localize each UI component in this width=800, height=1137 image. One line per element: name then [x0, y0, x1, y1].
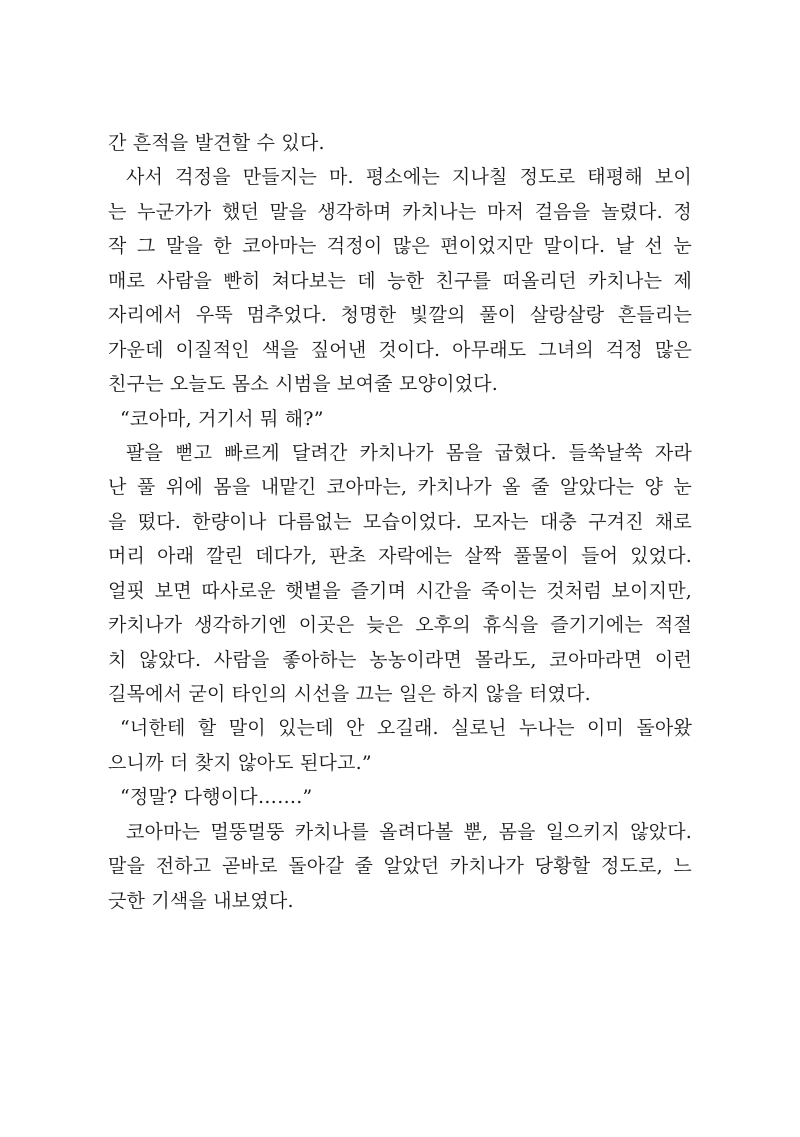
dialogue-line: 으니까 더 찾지 않아도 된다고.”: [108, 751, 372, 774]
text-line: 코아마는 멀뚱멀뚱 카치나를 올려다볼 뿐, 몸을 일으키지 않았다.: [126, 820, 692, 843]
text-line: 간 흔적을 발견할 수 있다.: [108, 132, 325, 154]
dialogue-line: “코아마, 거기서 뭐 해?”: [120, 407, 324, 430]
text-line: 치 않았다. 사람을 좋아하는 농농이라면 몰라도, 코아마라면 이런: [108, 648, 692, 671]
text-line: 작 그 말을 한 코아마는 걱정이 많은 편이었지만 말이다. 날 선 눈: [108, 235, 692, 258]
text-line: 길목에서 굳이 타인의 시선을 끄는 일은 하지 않을 터였다.: [108, 683, 591, 705]
text-line: 난 풀 위에 몸을 내맡긴 코아마는, 카치나가 올 줄 알았다는 양 눈: [108, 476, 692, 499]
body-text: [108, 126, 692, 918]
text-line: 사서 걱정을 만들지는 마. 평소에는 지나칠 정도로 태평해 보이: [126, 166, 692, 189]
text-line: 자리에서 우뚝 멈추었다. 청명한 빛깔의 풀이 살랑살랑 흔들리는: [108, 304, 692, 327]
text-line: 팔을 뻗고 빠르게 달려간 카치나가 몸을 굽혔다. 들쑥날쑥 자라: [126, 441, 692, 464]
dialogue-line: “너한테 할 말이 있는데 안 오길래. 실로닌 누나는 이미 돌아왔: [120, 717, 692, 740]
dialogue-line: “정말? 다행이다…….”: [120, 786, 313, 809]
text-line: 친구는 오늘도 몸소 시범을 보여줄 모양이었다.: [108, 373, 498, 396]
text-line: 는 누군가가 했던 말을 생각하며 카치나는 마저 걸음을 놀렸다. 정: [108, 200, 692, 223]
text-line: 얼핏 보면 따사로운 햇볕을 즐기며 시간을 죽이는 것처럼 보이지만,: [108, 579, 692, 602]
text-line: 말을 전하고 곧바로 돌아갈 줄 알았던 카치나가 당황할 정도로, 느: [108, 855, 692, 878]
text-line: 카치나가 생각하기엔 이곳은 늦은 오후의 휴식을 즐기기에는 적절: [108, 614, 692, 637]
text-line: 긋한 기색을 내보였다.: [108, 889, 294, 912]
text-line: 머리 아래 깔린 데다가, 판초 자락에는 살짝 풀물이 들어 있었다.: [108, 545, 692, 568]
text-line: 가운데 이질적인 색을 짚어낸 것이다. 아무래도 그녀의 걱정 많은: [108, 338, 692, 361]
text-line: 매로 사람을 빤히 쳐다보는 데 능한 친구를 떠올리던 카치나는 제: [108, 269, 692, 292]
text-line: 을 떴다. 한량이나 다름없는 모습이었다. 모자는 대충 구겨진 채로: [108, 510, 692, 533]
